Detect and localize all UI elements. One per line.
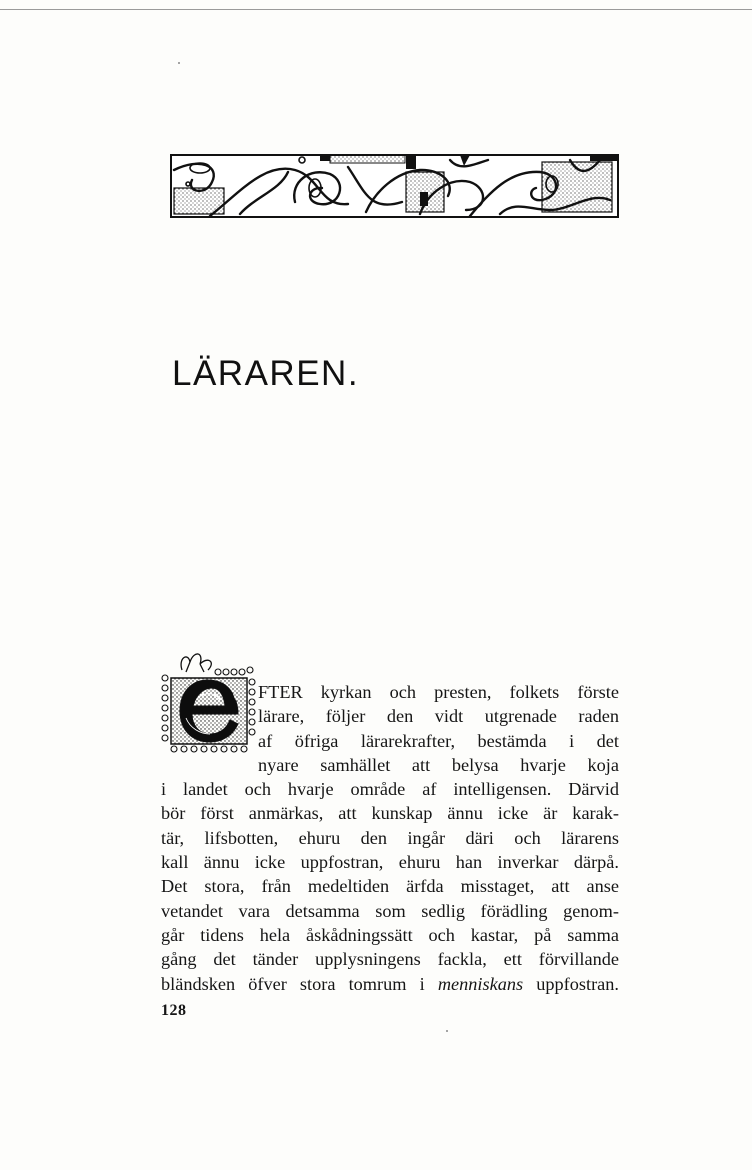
text-segment: uppfostran. xyxy=(523,973,620,994)
text-line: tär, lifsbotten, ehuru den ingår däri och lärarens xyxy=(161,827,619,848)
page-number: 128 xyxy=(161,1002,187,1019)
text-line: lärare, följer den vidt utgrenade raden xyxy=(258,706,619,727)
text-line: af öfriga lärarekrafter, bestämda i det xyxy=(258,730,619,751)
paper-speck xyxy=(178,62,180,64)
text-line: FTER kyrkan och presten, folkets förste xyxy=(258,682,619,702)
chapter-title: LÄRAREN. xyxy=(172,354,360,393)
italic-word: menniskans xyxy=(437,973,524,994)
celtic-knotwork-headpiece xyxy=(170,152,620,220)
body-text xyxy=(161,680,619,996)
text-line-last xyxy=(161,972,619,996)
text-line: kall ännu icke uppfostran, ehuru han inverkar därpå. xyxy=(161,852,619,873)
text-line: vetandet vara detsamma som sedlig förädling genom- xyxy=(161,900,619,921)
text-line: bör först anmärkas, att kunskap ännu icke är karak- xyxy=(161,803,619,824)
text-line: gång det tänder upplysningens fackla, ett förvillande xyxy=(161,949,619,970)
text-line: nyare samhället att belysa hvarje koja xyxy=(258,754,619,775)
text-line: i landet och hvarje område af intelligensen. Därvid xyxy=(161,779,619,800)
paper-speck xyxy=(446,1030,448,1032)
text-segment: bländsken öfver stora tomrum i xyxy=(161,973,438,994)
page-top-rule xyxy=(0,9,752,10)
text-line: Det stora, från medeltiden ärfda misstaget, att anse xyxy=(161,876,619,897)
text-line: går tidens hela åskådningssätt och kastar, på samma xyxy=(161,924,619,945)
